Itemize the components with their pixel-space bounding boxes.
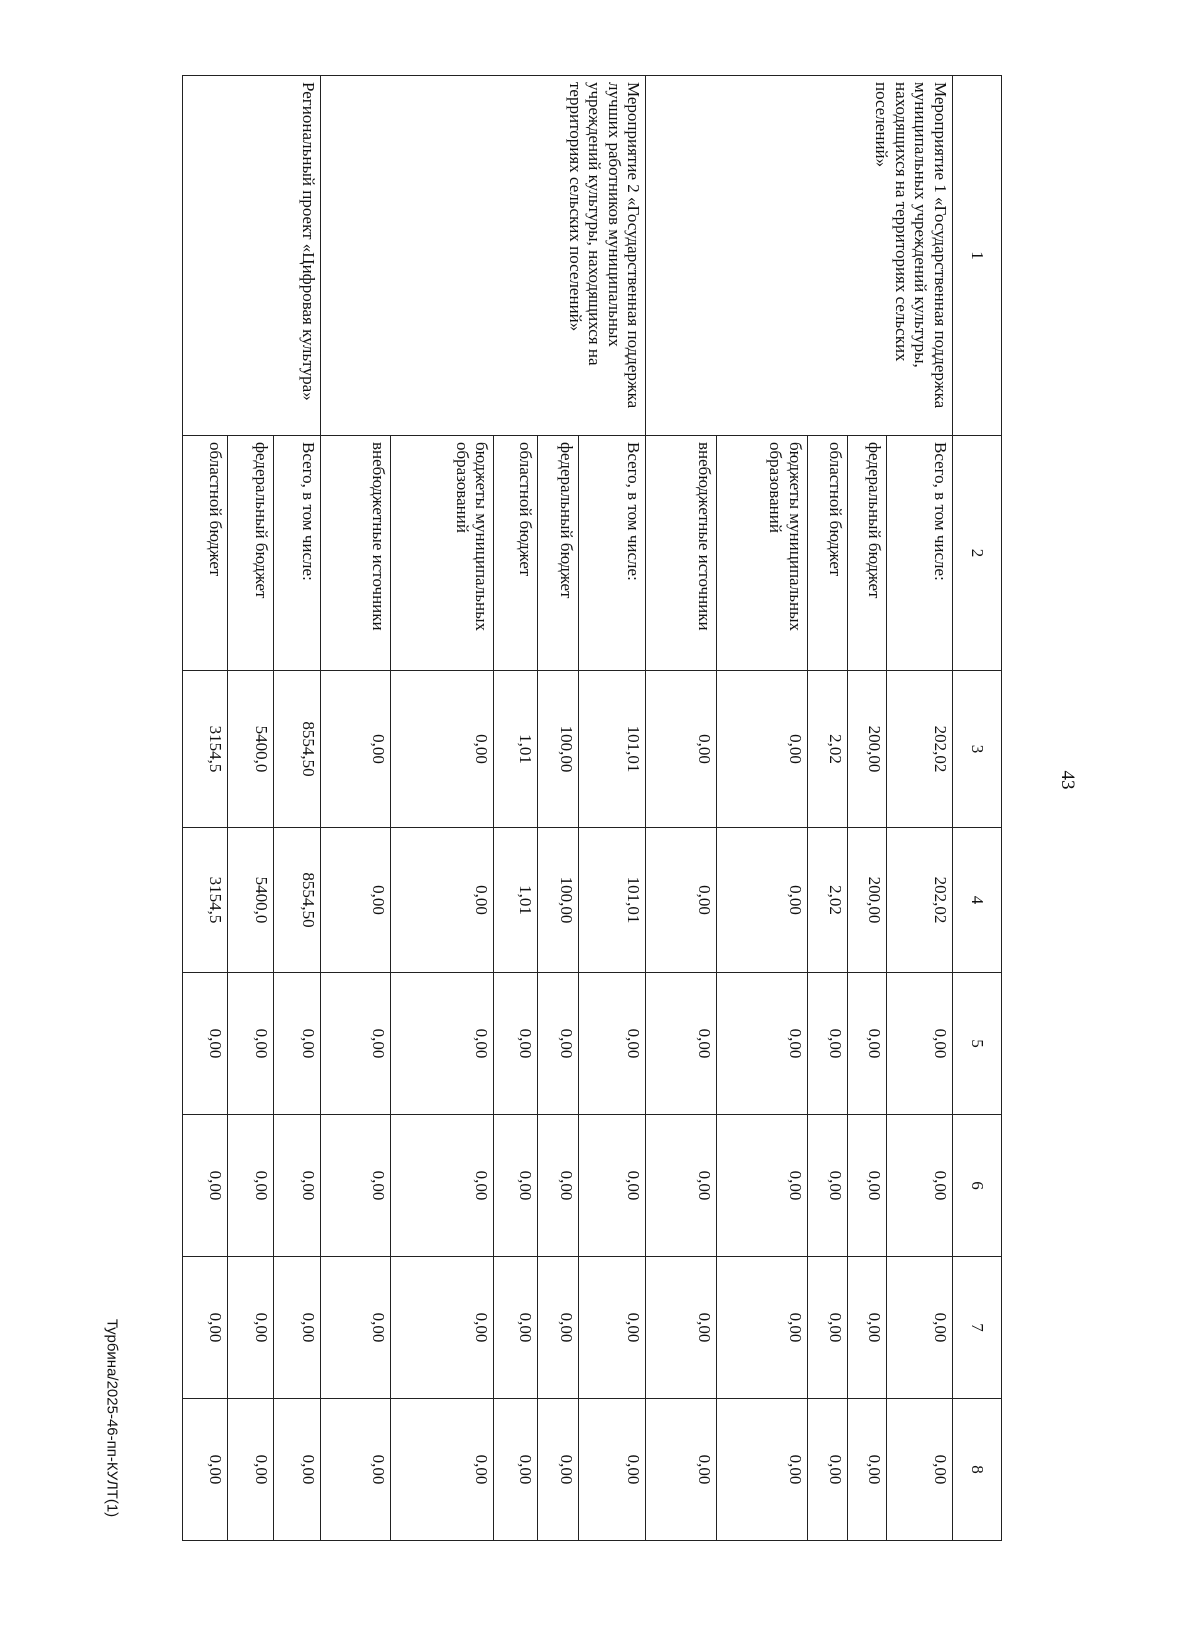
- amount-cell-col-7: 0,00: [183, 1257, 228, 1399]
- amount-cell-col-4: 5400,0: [227, 828, 274, 973]
- activity-title-cell: Региональный проект «Цифровая культура»: [183, 76, 321, 436]
- amount-cell-col-3: 1,01: [494, 671, 537, 828]
- funding-source-cell: бюджеты муниципальных образований: [716, 436, 807, 671]
- amount-cell-col-3: 0,00: [321, 671, 391, 828]
- amount-cell-col-5: 0,00: [321, 973, 391, 1115]
- budget-table-body: [183, 76, 1002, 1541]
- amount-cell-col-3: 100,00: [537, 671, 578, 828]
- amount-cell-col-7: 0,00: [494, 1257, 537, 1399]
- activity-title-cell: Мероприятие 1 «Государственная поддержка муниципальных учреждений культуры, находящихся на территориях сельских поселений»: [646, 76, 952, 436]
- funding-source-cell: областной бюджет: [183, 436, 228, 671]
- amount-cell-col-3: 5400,0: [227, 671, 274, 828]
- amount-cell-col-4: 0,00: [646, 828, 716, 973]
- amount-cell-col-3: 0,00: [646, 671, 716, 828]
- amount-cell-col-8: 0,00: [807, 1399, 847, 1541]
- amount-cell-col-4: 2,02: [807, 828, 847, 973]
- amount-cell-col-4: 200,00: [847, 828, 887, 973]
- funding-source-cell: Всего, в том числе:: [274, 436, 321, 671]
- funding-source-cell: областной бюджет: [807, 436, 847, 671]
- amount-cell-col-4: 0,00: [716, 828, 807, 973]
- amount-cell-col-7: 0,00: [807, 1257, 847, 1399]
- column-header-5: 5: [952, 973, 1001, 1115]
- amount-cell-col-8: 0,00: [847, 1399, 887, 1541]
- amount-cell-col-7: 0,00: [537, 1257, 578, 1399]
- amount-cell-col-8: 0,00: [227, 1399, 274, 1541]
- amount-cell-col-3: 202,02: [887, 671, 953, 828]
- amount-cell-col-8: 0,00: [391, 1399, 494, 1541]
- amount-cell-col-6: 0,00: [847, 1115, 887, 1257]
- amount-cell-col-5: 0,00: [807, 973, 847, 1115]
- column-header-1: 1: [952, 76, 1001, 436]
- amount-cell-col-7: 0,00: [274, 1257, 321, 1399]
- amount-cell-col-5: 0,00: [847, 973, 887, 1115]
- amount-cell-col-6: 0,00: [537, 1115, 578, 1257]
- amount-cell-col-4: 3154,5: [183, 828, 228, 973]
- amount-cell-col-4: 100,00: [537, 828, 578, 973]
- amount-cell-col-8: 0,00: [183, 1399, 228, 1541]
- column-header-2: 2: [952, 436, 1001, 671]
- table-row: [578, 76, 646, 1541]
- amount-cell-col-5: 0,00: [183, 973, 228, 1115]
- amount-cell-col-7: 0,00: [716, 1257, 807, 1399]
- column-header-4: 4: [952, 828, 1001, 973]
- funding-source-cell: внебюджетные источники: [646, 436, 716, 671]
- amount-cell-col-3: 101,01: [578, 671, 646, 828]
- amount-cell-col-8: 0,00: [578, 1399, 646, 1541]
- table-row: [274, 76, 321, 1541]
- amount-cell-col-5: 0,00: [391, 973, 494, 1115]
- amount-cell-col-8: 0,00: [274, 1399, 321, 1541]
- funding-source-cell: федеральный бюджет: [847, 436, 887, 671]
- amount-cell-col-8: 0,00: [494, 1399, 537, 1541]
- amount-cell-col-3: 2,02: [807, 671, 847, 828]
- amount-cell-col-4: 202,02: [887, 828, 953, 973]
- amount-cell-col-6: 0,00: [391, 1115, 494, 1257]
- amount-cell-col-3: 8554,50: [274, 671, 321, 828]
- amount-cell-col-4: 0,00: [391, 828, 494, 973]
- amount-cell-col-3: 3154,5: [183, 671, 228, 828]
- amount-cell-col-8: 0,00: [321, 1399, 391, 1541]
- activity-title-cell: Мероприятие 2 «Государственная поддержка лучших работников муниципальных учреждений культуры, находящихся на территориях сельских поселений»: [321, 76, 646, 436]
- amount-cell-col-8: 0,00: [537, 1399, 578, 1541]
- table-row: [887, 76, 953, 1541]
- amount-cell-col-4: 8554,50: [274, 828, 321, 973]
- amount-cell-col-4: 1,01: [494, 828, 537, 973]
- amount-cell-col-6: 0,00: [274, 1115, 321, 1257]
- funding-source-cell: Всего, в том числе:: [887, 436, 953, 671]
- amount-cell-col-6: 0,00: [807, 1115, 847, 1257]
- amount-cell-col-7: 0,00: [578, 1257, 646, 1399]
- column-header-7: 7: [952, 1257, 1001, 1399]
- amount-cell-col-7: 0,00: [646, 1257, 716, 1399]
- amount-cell-col-4: 0,00: [321, 828, 391, 973]
- amount-cell-col-6: 0,00: [227, 1115, 274, 1257]
- amount-cell-col-6: 0,00: [887, 1115, 953, 1257]
- amount-cell-col-5: 0,00: [716, 973, 807, 1115]
- amount-cell-col-4: 101,01: [578, 828, 646, 973]
- amount-cell-col-7: 0,00: [227, 1257, 274, 1399]
- amount-cell-col-5: 0,00: [578, 973, 646, 1115]
- column-header-6: 6: [952, 1115, 1001, 1257]
- amount-cell-col-5: 0,00: [537, 973, 578, 1115]
- amount-cell-col-5: 0,00: [887, 973, 953, 1115]
- page-number: 43: [1057, 770, 1078, 790]
- header-row: [952, 76, 1001, 1541]
- column-header-8: 8: [952, 1399, 1001, 1541]
- amount-cell-col-8: 0,00: [887, 1399, 953, 1541]
- amount-cell-col-6: 0,00: [494, 1115, 537, 1257]
- amount-cell-col-6: 0,00: [646, 1115, 716, 1257]
- funding-source-cell: федеральный бюджет: [227, 436, 274, 671]
- amount-cell-col-6: 0,00: [578, 1115, 646, 1257]
- amount-cell-col-5: 0,00: [227, 973, 274, 1115]
- document-footer-code: Турбина/2025-46-пп-КУЛТ(1): [103, 1318, 121, 1518]
- funding-source-cell: федеральный бюджет: [537, 436, 578, 671]
- budget-table: [182, 75, 1002, 1541]
- amount-cell-col-8: 0,00: [716, 1399, 807, 1541]
- funding-source-cell: бюджеты муниципальных образований: [391, 436, 494, 671]
- amount-cell-col-8: 0,00: [646, 1399, 716, 1541]
- budget-table-container: [182, 75, 1002, 1540]
- funding-source-cell: Всего, в том числе:: [578, 436, 646, 671]
- funding-source-cell: внебюджетные источники: [321, 436, 391, 671]
- amount-cell-col-7: 0,00: [887, 1257, 953, 1399]
- funding-source-cell: областной бюджет: [494, 436, 537, 671]
- amount-cell-col-3: 200,00: [847, 671, 887, 828]
- amount-cell-col-7: 0,00: [321, 1257, 391, 1399]
- amount-cell-col-3: 0,00: [716, 671, 807, 828]
- column-header-3: 3: [952, 671, 1001, 828]
- amount-cell-col-6: 0,00: [716, 1115, 807, 1257]
- amount-cell-col-7: 0,00: [847, 1257, 887, 1399]
- amount-cell-col-3: 0,00: [391, 671, 494, 828]
- amount-cell-col-5: 0,00: [274, 973, 321, 1115]
- amount-cell-col-7: 0,00: [391, 1257, 494, 1399]
- amount-cell-col-6: 0,00: [183, 1115, 228, 1257]
- amount-cell-col-6: 0,00: [321, 1115, 391, 1257]
- amount-cell-col-5: 0,00: [494, 973, 537, 1115]
- amount-cell-col-5: 0,00: [646, 973, 716, 1115]
